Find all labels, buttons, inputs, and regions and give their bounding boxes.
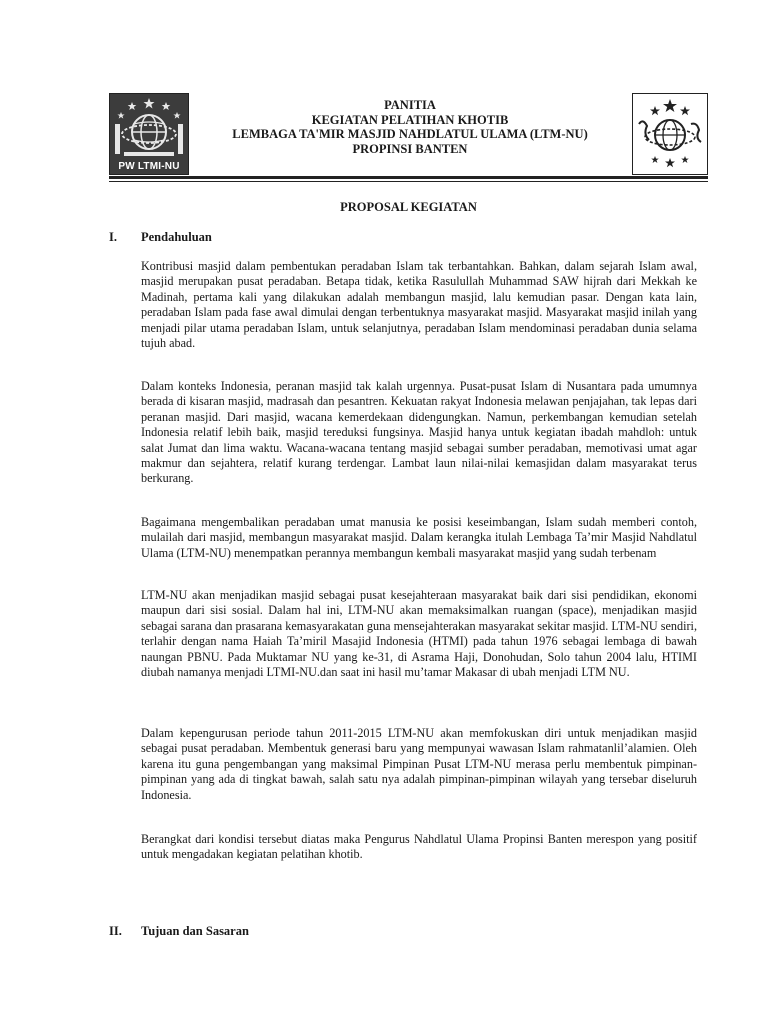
- paragraph: Kontribusi masjid dalam pembentukan peradaban Islam tak terbantahkan. Bahkan, dalam sejarah Islam awal, masjid merupakan pusat peradaban. Betapa tidak, ketika Rasulullah Muhammad SAW hijrah dari Mekkah ke Madinah, pertama kali yang dilakukan adalah membangun masjid, lalu kemudian pasar. Dengan kata lain, peradaban Islam pada fase awal dimulai dengan terbentuknya masyarakat masjid. Masyarakat masjid inilah yang menjadi pilar utama peradaban Islam, untuk selanjutnya, peradaban Islam mendominasi peradaban dunia selama tujuh abad.: [141, 259, 697, 351]
- paragraph: LTM-NU akan menjadikan masjid sebagai pusat kesejahteraan masyarakat baik dari sisi pendidikan, ekonomi maupun dari sisi sosial. Dalam hal ini, LTM-NU akan memaksimalkan ruangan (space), menjadikan masjid sebagai sarana dan prasarana kemasyarakatan guna mensejahterakan masyarakat sekitar masjid. LTM-NU sendiri, terlahir dengan nama Haiah Ta’miril Masajid Indonesia (HTMI) pada tahun 1976 sebagai lembaga di bawah naungan PBNU. Pada Muktamar NU yang ke-31, di Asrama Haji, Donohudan, Solo tahun 2004 lalu, HTIMI diubah namanya menjadi LTMI-NU.dan saat ini hasil mu’tamar Makasar di ubah menjadi LTM NU.: [141, 588, 697, 680]
- letterhead-rule: [109, 176, 708, 179]
- section-title: Pendahuluan: [141, 230, 212, 244]
- ltmi-nu-logo: [109, 93, 189, 175]
- letterhead-line: KEGIATAN PELATIHAN KHOTIB: [311, 112, 509, 127]
- section-number: II.: [109, 924, 122, 938]
- letterhead-rule-thin: [109, 181, 708, 182]
- nu-emblem-icon: [633, 94, 707, 174]
- nu-logo: [632, 93, 708, 175]
- section-number: I.: [109, 230, 117, 244]
- paragraph: Berangkat dari kondisi tersebut diatas maka Pengurus Nahdlatul Ulama Propinsi Banten merespon yang positif untuk mengadakan kegiatan pelatihan khotib.: [141, 832, 697, 862]
- letterhead-line: PANITIA: [384, 98, 436, 112]
- logo-caption: PW LTMI-NU: [118, 161, 180, 172]
- letterhead-title: [190, 98, 630, 156]
- paragraph: Dalam konteks Indonesia, peranan masjid tak kalah urgennya. Pusat-pusat Islam di Nusantara pada umumnya berada di kisaran masjid, madrasah dan pesantren. Kekuatan rakyat Indonesia melawan penjajahan, tak lepas dari peranan masjid. Dari masjid, wacana kemerdekaan didengungkan. Namun, perkembangan kemudian setelah Indonesia relatif lebih baik, masjid tereduksi fungsinya. Masjid hanya untuk kegiatan ibadah mahdloh: untuk salat Jumat dan lima waktu. Wacana-wacana tentang masjid sebagai sumber peradaban, memotivasi umat agar makmur dan sejahtera, relatif kurang terdengar. Lambat laun nilai-nilai kemasjidan dalam masyarakat terus berkurang.: [141, 379, 697, 486]
- paragraph: Dalam kepengurusan periode tahun 2011-2015 LTM-NU akan memfokuskan diri untuk menjadikan masjid sebagai pusat peradaban. Membentuk generasi baru yang mempunyai wawasan Islam rahmatanlil’alamien. Oleh karena itu guna pengembangan yang maksimal Pimpinan Pusat LTM-NU merasa perlu membentuk pimpinan-pimpinan yang ada di tingkat bawah, salah satu nya adalah pimpinan-pimpinan wilayah yang tersebar diseluruh Indonesia.: [141, 726, 697, 802]
- letterhead-line: PROPINSI BANTEN: [352, 141, 468, 156]
- document-title: PROPOSAL KEGIATAN: [340, 200, 477, 214]
- paragraph: Bagaimana mengembalikan peradaban umat manusia ke posisi keseimbangan, Islam sudah memberi contoh, mulailah dari masjid, membangun masyarakat masjid. Dalam kerangka itulah Lembaga Ta’mir Masjid Nahdlatul Ulama (LTM-NU) menempatkan perannya membangun kembali masyarakat masjid yang sudah terbenam: [141, 515, 697, 560]
- section-title: Tujuan dan Sasaran: [141, 924, 249, 938]
- letterhead-line: LEMBAGA TA'MIR MASJID NAHDLATUL ULAMA (LTM-NU): [232, 127, 588, 141]
